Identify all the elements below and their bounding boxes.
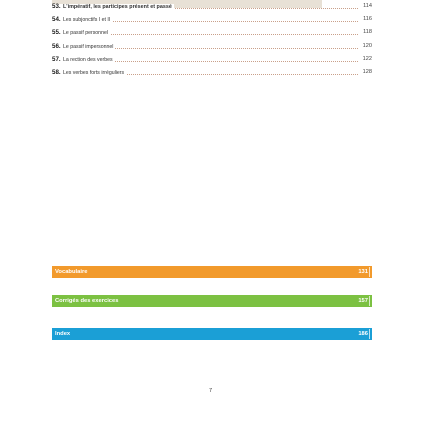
page-number: 118: [358, 26, 372, 39]
chapter-title: Le passif impersonnel: [63, 43, 114, 50]
page-number: 128: [358, 66, 372, 79]
section-page: 157: [358, 298, 368, 304]
chapter-title: Les verbes forts irréguliers: [63, 69, 125, 76]
bar-divider: [369, 267, 370, 277]
section-page: 186: [358, 331, 368, 337]
page-number: 114: [358, 0, 372, 13]
footer-page-number: 7: [209, 388, 213, 394]
page-number: 122: [358, 53, 372, 66]
table-of-contents: [52, 0, 372, 79]
toc-entry-53[interactable]: [52, 0, 372, 13]
page-number: 116: [358, 13, 372, 26]
chapter-number: 54.: [52, 16, 61, 24]
section-label: Corrigés des exercices: [55, 298, 119, 304]
toc-entry-56[interactable]: [52, 40, 372, 53]
section-page: 131: [358, 269, 368, 275]
page-number: 120: [358, 40, 372, 53]
toc-entry-58[interactable]: [52, 66, 372, 79]
chapter-title: Le passif personnel: [63, 30, 108, 37]
section-corriges[interactable]: [52, 295, 372, 307]
toc-entry-54[interactable]: [52, 13, 372, 26]
bar-divider: [369, 329, 370, 339]
chapter-number: 56.: [52, 42, 61, 50]
chapter-title: Les subjonctifs I et II: [63, 17, 111, 24]
section-label: Vocabulaire: [55, 269, 88, 275]
chapter-number: 53.: [52, 3, 61, 10]
chapter-number: 55.: [52, 29, 61, 37]
toc-entry-55[interactable]: [52, 26, 372, 39]
chapter-number: 57.: [52, 55, 61, 63]
chapter-title: La rection des verbes: [63, 56, 113, 63]
chapter-number: 58.: [52, 68, 61, 76]
section-index[interactable]: [52, 328, 372, 340]
section-label: Index: [55, 331, 71, 337]
section-vocabulaire[interactable]: [52, 266, 372, 278]
toc-entry-57[interactable]: [52, 53, 372, 66]
bar-divider: [369, 296, 370, 306]
chapter-title: L'impératif, les participes présent et passé: [63, 4, 172, 10]
